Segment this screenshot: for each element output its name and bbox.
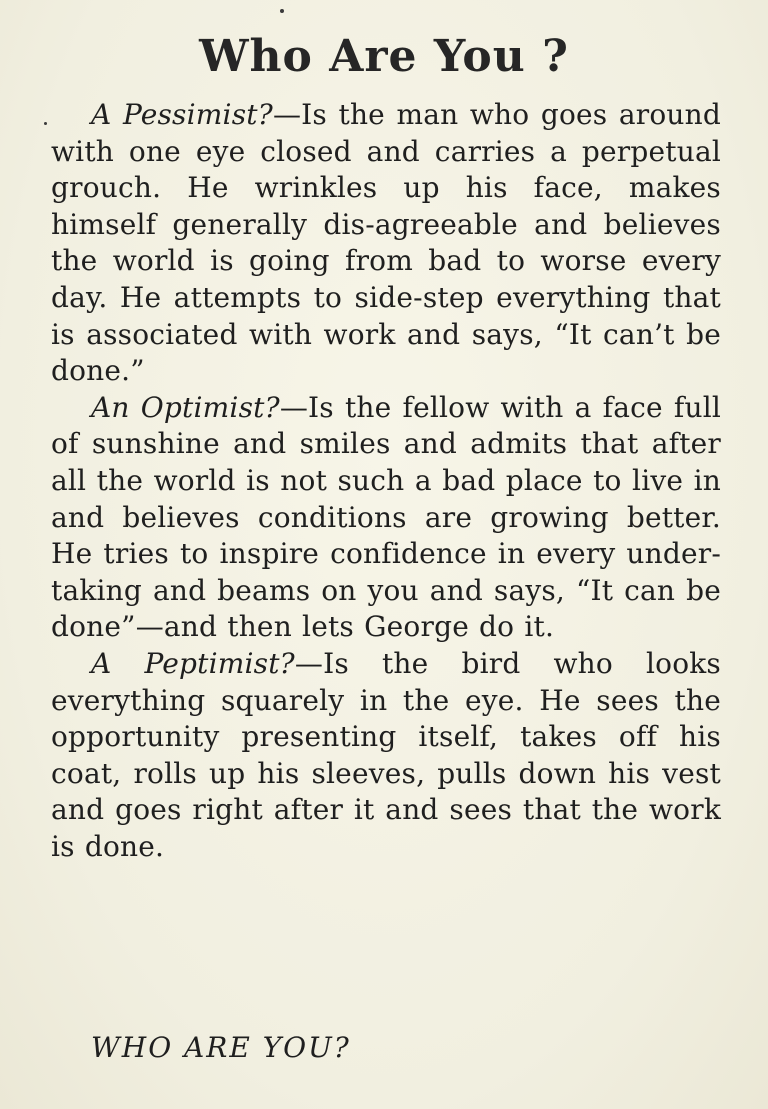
paragraph-optimist: [51, 390, 721, 646]
page-title: Who Are You ?: [199, 31, 569, 82]
paragraph-peptimist: [51, 646, 721, 866]
print-speck: [280, 9, 284, 13]
paragraph-pessimist: [51, 97, 721, 390]
paragraph-text: —Is the bird who looks everything squarely in the eye. He sees the opportunity presenting itself, takes off his coat, rolls up his sleeves, pulls down his vest and goes right after it and sees that the work is done.: [51, 646, 721, 863]
paragraph-lead: A Pessimist?: [91, 98, 273, 131]
paragraph-text: —Is the man who goes around with one eye closed and carries a perpetual grouch. He wrinkles up his face, makes himself generally dis-agreeable and believes the world is going from bad to worse every day. He attempts to side-step everything that is associated with work and says, “It can’t be done.”: [51, 98, 722, 388]
paragraph-lead: An Optimist?: [91, 390, 280, 424]
print-speck: [44, 122, 47, 125]
paragraph-lead: A Peptimist?: [91, 646, 295, 680]
closing-question: WHO ARE YOU?: [91, 1031, 351, 1064]
paragraph-text: —Is the fellow with a face full of sunshine and smiles and admits that after all the world is not such a bad place to live in and believes conditions are growing better. He tries to inspire confidence in every under-taking and beams on you and says, “It can be done”—and then lets George do it.: [51, 390, 722, 644]
article-body: [51, 97, 721, 865]
